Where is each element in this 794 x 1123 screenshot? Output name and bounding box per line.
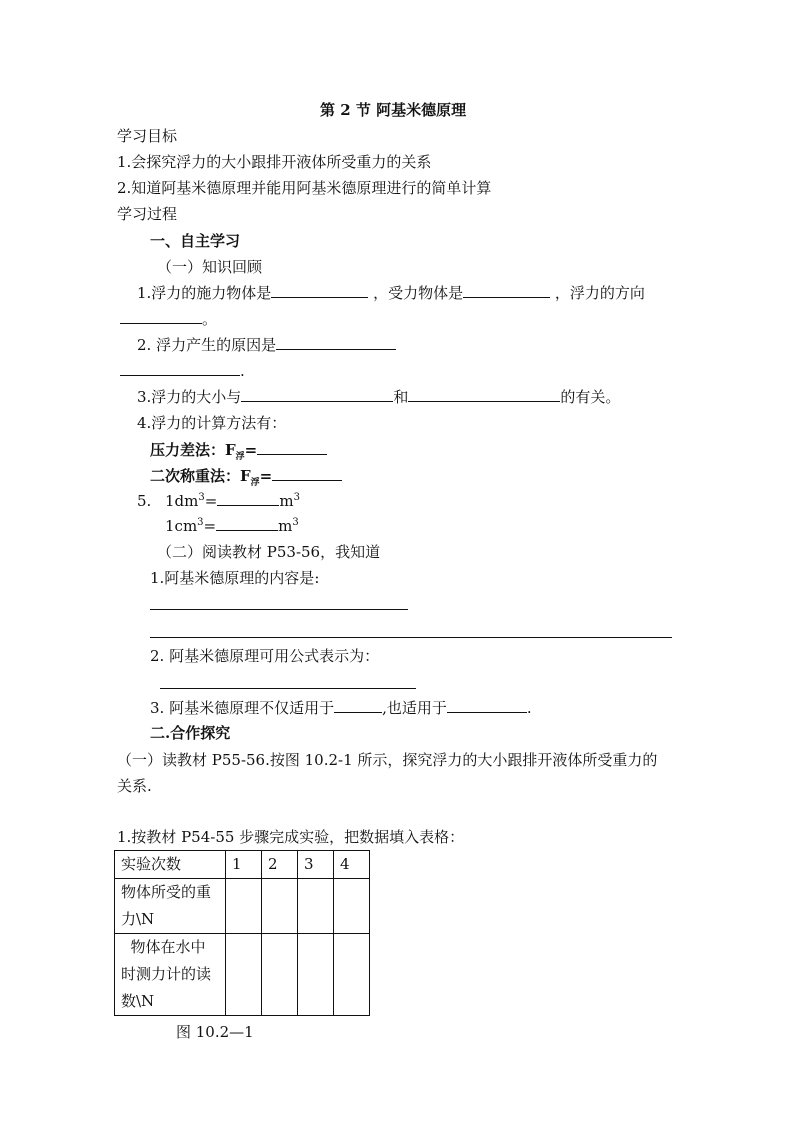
method-1-blank[interactable]	[257, 440, 327, 455]
review-heading: （一）知识回顾	[157, 258, 263, 276]
q2-blank-2[interactable]	[120, 361, 240, 376]
q5-sup-2: 3	[293, 492, 300, 503]
table-input-cell[interactable]	[262, 934, 298, 1016]
question-1	[137, 283, 645, 303]
q5-sup-3: 3	[197, 517, 204, 528]
table-header-cell: 2	[262, 851, 298, 879]
table-row-label	[115, 879, 226, 934]
table-header-cell: 实验次数	[115, 851, 226, 879]
table-header-cell: 4	[334, 851, 370, 879]
q5-blank-1[interactable]	[217, 491, 279, 506]
table-header-cell: 1	[226, 851, 262, 879]
table-input-cell[interactable]	[334, 934, 370, 1016]
reading-question-2: 2. 阿基米德原理可用公式表示为：	[150, 647, 380, 665]
q2-blank-1[interactable]	[276, 335, 396, 350]
read-heading: （二）阅读教材 P53-56，我知道	[157, 543, 381, 561]
q1-blank-3[interactable]	[120, 309, 202, 324]
r3-blank-2[interactable]	[447, 698, 527, 713]
q3-text-a: 3.浮力的大小与	[137, 388, 242, 406]
q5-blank-2[interactable]	[216, 516, 278, 531]
method-1-label: 压力差法：F	[150, 441, 236, 459]
q1-blank-2[interactable]	[463, 283, 550, 298]
goals-heading: 学习目标	[117, 127, 178, 145]
q5-eq-1: =	[204, 492, 218, 510]
q5-cm: 1cm	[165, 517, 198, 535]
q2-text-b: .	[240, 362, 245, 380]
question-1-cont	[120, 309, 217, 329]
table-header-row	[115, 851, 370, 879]
q3-text-c: 的有关。	[560, 388, 621, 406]
method-pressure-difference	[150, 440, 327, 460]
table-input-cell[interactable]	[262, 879, 298, 934]
method-1-eq: =	[244, 441, 258, 459]
q3-text-b: 和	[393, 388, 409, 406]
page-title: 第 2 节 阿基米德原理	[320, 101, 467, 119]
experiment-step-1: 1.按教材 P54-55 步骤完成实验，把数据填入表格：	[117, 828, 465, 846]
method-1-sub: 浮	[235, 452, 245, 462]
q1-text-d: 。	[202, 310, 218, 328]
q5-unit-2: m	[278, 517, 293, 535]
r3-text-a: 3. 阿基米德原理不仅适用于	[150, 699, 335, 717]
method-2-label: 二次称重法：F	[150, 467, 251, 485]
method-double-weighing	[150, 466, 342, 486]
reading-question-1: 1.阿基米德原理的内容是:	[150, 569, 320, 587]
reading-question-3	[150, 698, 532, 718]
table-row-label	[115, 934, 226, 1016]
table-input-cell[interactable]	[298, 934, 334, 1016]
goal-item-1: 1.会探究浮力的大小跟排开液体所受重力的关系	[117, 153, 432, 171]
q5-sup-4: 3	[292, 517, 299, 528]
cooperative-paragraph-1: （一）读教材 P55-56.按图 10.2-1 所示，探究浮力的大小跟排开液体所受重力的	[117, 751, 658, 769]
table-input-cell[interactable]	[298, 879, 334, 934]
reading-2-blank-line[interactable]	[160, 688, 416, 689]
method-2-sub: 浮	[250, 478, 260, 488]
reading-1-blank-line-1[interactable]	[150, 609, 408, 610]
question-2	[137, 335, 396, 355]
q1-text-c: ，浮力的方向	[554, 284, 645, 302]
q2-text-a: 2. 浮力产生的原因是	[137, 336, 277, 354]
table-input-cell[interactable]	[334, 879, 370, 934]
r3-text-c: .	[526, 699, 532, 717]
row-2-label-line-2: 时测力计的读	[121, 965, 212, 983]
goal-item-2: 2.知道阿基米德原理并能用阿基米德原理进行的简单计算	[117, 179, 492, 197]
q5-unit-1: m	[279, 492, 294, 510]
question-3	[137, 387, 620, 407]
question-2-cont	[120, 361, 245, 381]
row-1-label-line-1: 物体所受的重	[121, 883, 212, 901]
cooperative-heading: 二.合作探究	[150, 724, 231, 742]
method-2-blank[interactable]	[272, 466, 342, 481]
process-heading: 学习过程	[117, 205, 178, 223]
table-input-cell[interactable]	[226, 879, 262, 934]
q1-text-a: 1.浮力的施力物体是	[137, 284, 272, 302]
table-row	[115, 879, 370, 934]
method-2-eq: =	[259, 467, 273, 485]
cooperative-paragraph-2: 关系.	[117, 777, 152, 795]
row-1-label-line-2: 力\N	[121, 910, 155, 928]
question-5-line-1	[165, 491, 300, 511]
self-study-heading: 一、自主学习	[150, 232, 241, 250]
experiment-table	[114, 850, 370, 1016]
table-input-cell[interactable]	[226, 934, 262, 1016]
question-5-number: 5.	[137, 492, 152, 510]
q5-dm: 1dm	[165, 492, 199, 510]
q3-blank-1[interactable]	[241, 387, 393, 402]
question-5-line-2	[165, 516, 299, 536]
r3-text-b: ,也适用于	[382, 699, 447, 717]
r3-blank-1[interactable]	[334, 698, 382, 713]
q1-blank-1[interactable]	[271, 283, 368, 298]
row-2-label-line-3: 数\N	[121, 992, 155, 1010]
q5-sup-1: 3	[198, 492, 205, 503]
row-2-label-line-1: 物体在水中	[121, 938, 206, 956]
q3-blank-2[interactable]	[408, 387, 560, 402]
reading-1-blank-line-2[interactable]	[150, 637, 672, 638]
table-header-cell: 3	[298, 851, 334, 879]
q5-eq-2: =	[203, 517, 217, 535]
question-4: 4.浮力的计算方法有：	[137, 414, 287, 432]
q1-text-b: ，受力物体是	[373, 284, 464, 302]
table-row	[115, 934, 370, 1016]
figure-caption: 图 10.2—1	[176, 1023, 254, 1041]
